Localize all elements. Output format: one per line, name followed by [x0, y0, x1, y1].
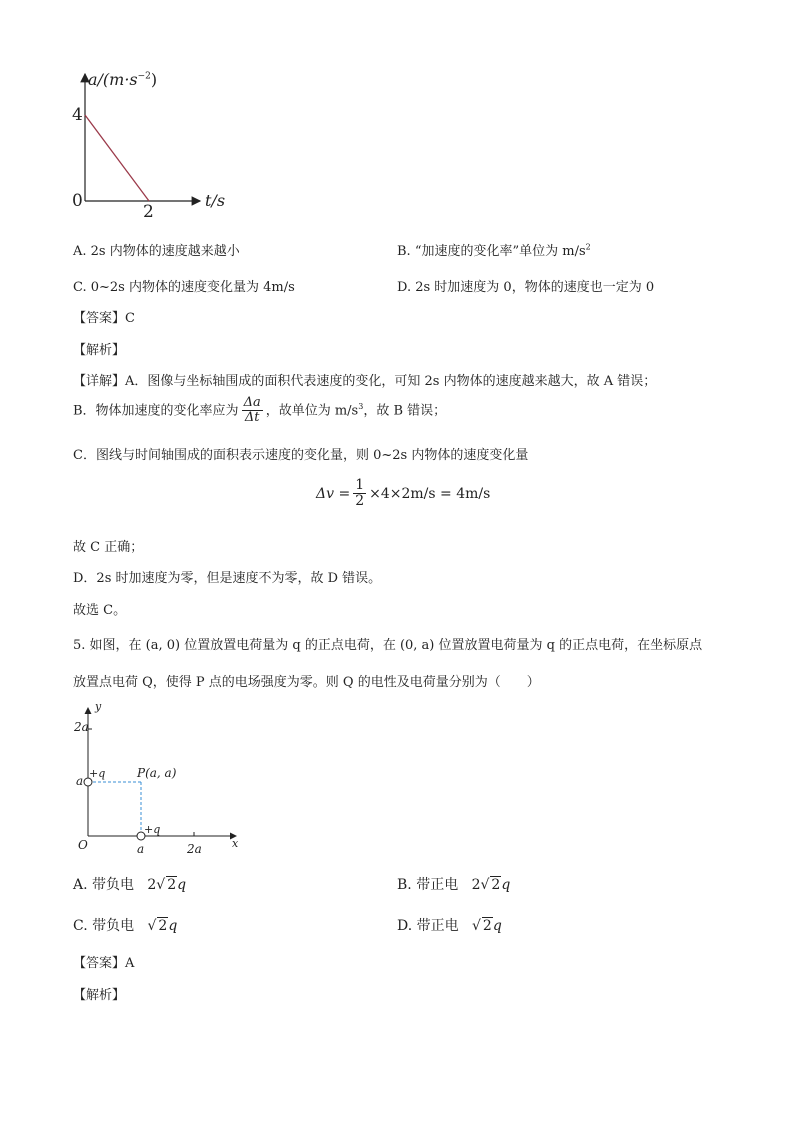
q4-option-d: D. 2s 时加速度为 0，物体的速度也一定为 0	[397, 280, 655, 295]
q4-option-b: B. “加速度的变化率”单位为 $m/s^2$	[397, 242, 591, 259]
q4-option-c: C. 0~2s 内物体的速度变化量为 4m/s	[73, 280, 295, 295]
y-axis-label: a/(m·s	[88, 70, 138, 89]
y-tick-4: 4	[72, 105, 83, 125]
fig2-y-tick-2a: 2a	[74, 720, 89, 734]
y-axis-label-exponent: −2	[137, 71, 151, 82]
x-tick-2: 2	[143, 202, 154, 222]
q4-conclusion-c: 故 C 正确；	[73, 540, 144, 555]
q4-detail-b: B．物体加速度的变化率应为 $\frac{\Delta a}{\Delta t}$ ，故单位为 $m/s^3$，故 B 错误；	[73, 395, 447, 426]
q5-option-d: D. 带正电 √ 2q	[397, 918, 502, 934]
q5-stem-line2: 放置点电荷 Q，使得 P 点的电场强度为零。则 Q 的电性及电荷量分别为（ ）	[73, 675, 540, 690]
q4-detail-d: D．2s 时加速度为零，但是速度不为零，故 D 错误。	[73, 571, 382, 586]
fig2-origin-label: O	[78, 838, 88, 852]
q4-detail-a: 【详解】A．图像与坐标轴围成的面积代表速度的变化，可知 2s 内物体的速度越来越大，故 A 错误；	[73, 374, 657, 389]
q5-option-c: C. 带负电 √ 2q	[73, 918, 178, 934]
q5-analysis-label: 【解析】	[73, 988, 126, 1003]
charge-position-diagram	[60, 700, 260, 860]
origin-label: 0	[72, 191, 83, 211]
fig2-x-tick-a: a	[137, 842, 145, 856]
q4-analysis-label: 【解析】	[73, 343, 126, 358]
fig2-y-tick-a: a	[76, 774, 84, 788]
point-p-label: P(a, a)	[137, 766, 177, 780]
q4-answer: 【答案】C	[73, 311, 135, 326]
y-axis-label-close: )	[150, 70, 158, 89]
fig2-y-axis-label: y	[95, 700, 102, 713]
q5-option-a: A. 带负电 2√ 2q	[73, 877, 187, 893]
acceleration-line	[85, 115, 149, 201]
charge-label-top: +q	[89, 767, 106, 780]
fig2-x-tick-2a: 2a	[187, 842, 202, 856]
charge-label-right: +q	[144, 823, 161, 836]
q4-detail-c: C．图线与时间轴围成的面积表示速度的变化量，则 0~2s 内物体的速度变化量	[73, 448, 529, 463]
rate-fraction: $\frac{\Delta a}{\Delta t}$	[243, 395, 261, 426]
q5-stem-line1: 5. 如图，在 (a, 0) 位置放置电荷量为 q 的正点电荷，在 (0, a) 位置放置电荷量为 q 的正点电荷，在坐标原点	[73, 638, 703, 653]
fig2-x-axis-label: x	[232, 837, 239, 850]
q4-option-a: A. 2s 内物体的速度越来越小	[73, 244, 240, 259]
x-axis-label: t/s	[205, 191, 226, 210]
q5-answer: 【答案】A	[73, 956, 135, 971]
q5-option-b: B. 带正电 2√ 2q	[397, 877, 511, 893]
q4-final: 故选 C。	[73, 603, 127, 618]
velocity-change-formula: Δv = $\frac{1}{2}$ ×4×2m/s = 4m/s	[316, 477, 491, 510]
